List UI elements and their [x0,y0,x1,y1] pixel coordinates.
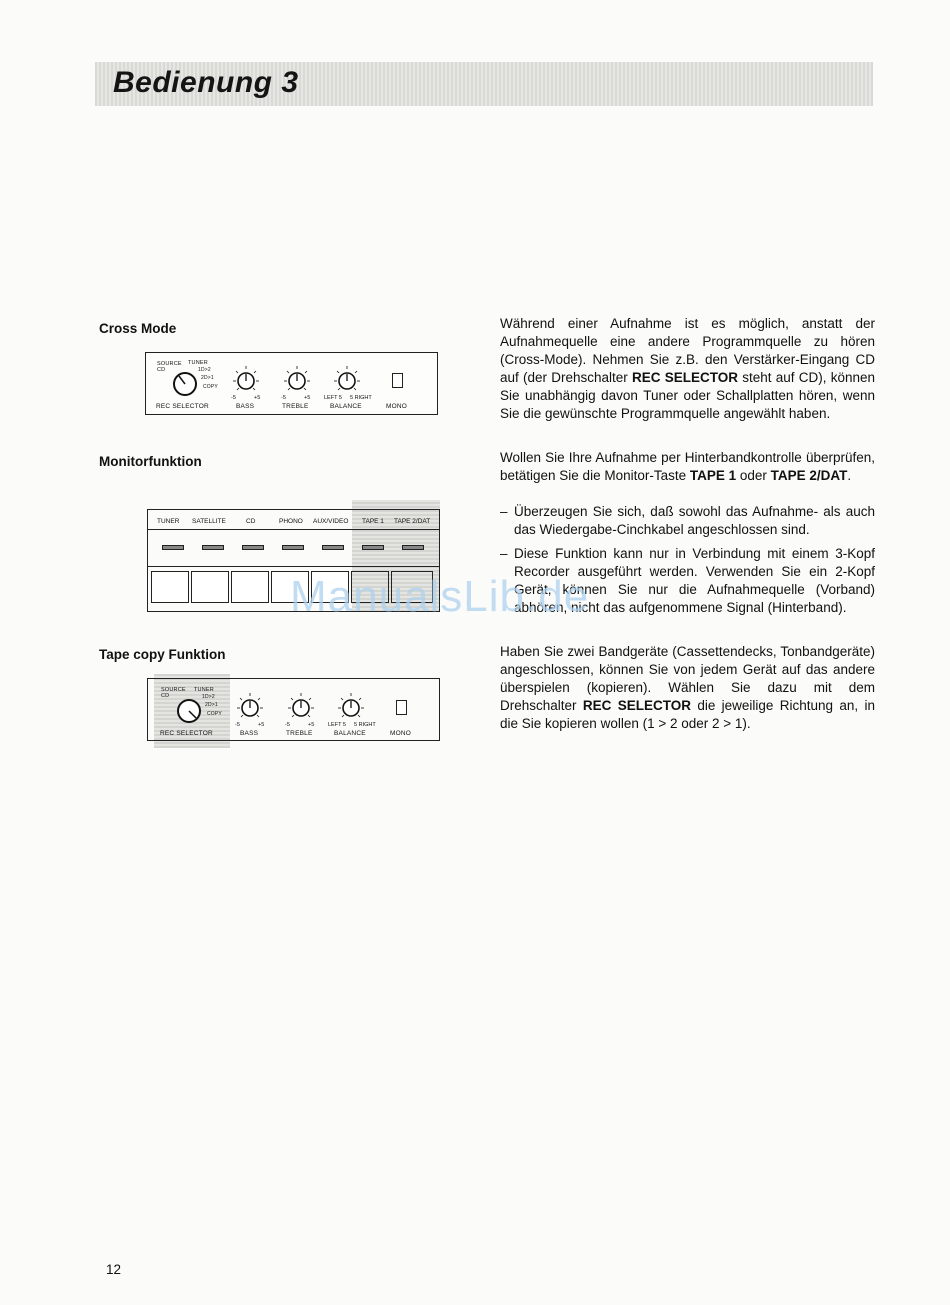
one-to-two-label: 1D>2 [202,694,215,700]
label-tape2-dat: TAPE 2/DAT [394,518,431,525]
bass-max: +5 [254,395,261,401]
rec-selector-knob[interactable] [170,369,200,399]
cross-mode-heading: Cross Mode [99,321,177,336]
monitor-intro: Wollen Sie Ihre Aufnahme per Hinterbandkontrolle überprüfen, betätigen Sie die Monitor-Taste TAPE 1 oder TAPE 2/DAT. [500,450,875,483]
one-to-two-label: 1D>2 [198,367,211,373]
page-number: 12 [106,1262,122,1277]
led-cd [242,545,264,550]
bass-min: -5 [235,722,240,728]
bass-label: BASS [236,403,255,410]
satellite-button[interactable] [191,571,229,603]
treble-max: +5 [304,395,311,401]
monitor-heading: Monitorfunktion [99,454,202,469]
bass-label: BASS [240,730,259,737]
bass-max: +5 [258,722,265,728]
treble-min: -5 [285,722,290,728]
treble-knob[interactable] [283,365,311,395]
panel-divider [148,566,439,567]
rec-selector-knob[interactable] [174,696,204,726]
led-tape1 [362,545,384,550]
label-satellite: SATELLITE [192,518,226,525]
tape-copy-heading: Tape copy Funktion [99,647,226,662]
two-to-one-label: 2D>1 [201,375,214,381]
rec-panel-tape-copy [147,678,440,741]
balance-left: LEFT 5 [324,395,342,401]
mono-label: MONO [390,730,412,737]
cd-label: CD [157,367,166,373]
treble-label: TREBLE [282,403,309,410]
led-satellite [202,545,224,550]
balance-label: BALANCE [330,403,362,410]
copy-label: COPY [203,384,218,390]
balance-right: 5 RIGHT [354,722,376,728]
tuner-label: TUNER [194,687,214,693]
mono-label: MONO [386,403,408,410]
cross-mode-paragraph: Während einer Aufnahme ist es möglich, anstatt der Aufnahmequelle eine andere Programmquelle zu hören (Cross-Mode). Nehmen Sie z.B. den Verstärker-Eingang CD auf (der Drehschalter REC SELECTOR steht auf CD), können Sie unabhängig davon Tuner oder Schallplatten hören, wenn Sie die gewünschte Programmquelle angewählt haben. [500,316,875,421]
label-tape1: TAPE 1 [362,518,384,525]
led-tape2-dat [402,545,424,550]
label-cd: CD [246,518,256,525]
monitor-bullet-2: – Diese Funktion kann nur in Verbindung mit einem 3-Kopf Recorder ausgeführt werden. Verwenden Sie ein 2-Kopf Gerät, können Sie nur die Aufnahmequelle (Vorband) abhören, nicht das aufgenommene Signal (Hinterband). [500,546,875,615]
bass-knob[interactable] [236,692,264,722]
rec-selector-label: REC SELECTOR [156,403,209,410]
balance-right: 5 RIGHT [350,395,372,401]
tuner-label: TUNER [188,360,208,366]
led-aux-video [322,545,344,550]
treble-max: +5 [308,722,315,728]
balance-knob[interactable] [333,365,361,395]
tuner-button[interactable] [151,571,189,603]
rec-selector-label: REC SELECTOR [160,730,213,737]
balance-label: BALANCE [334,730,366,737]
source-label: SOURCE [157,361,182,367]
balance-left: LEFT 5 [328,722,346,728]
label-aux-video: AUX/VIDEO [313,518,349,525]
monitor-bullet-1: – Überzeugen Sie sich, daß sowohl das Aufnahme- als auch das Wiedergabe-Cinchkabel angeschlossen sind. [500,504,875,537]
bass-knob[interactable] [232,365,260,395]
mono-button[interactable] [396,700,407,715]
cd-label: CD [161,693,170,699]
led-tuner [162,545,184,550]
label-tuner: TUNER [157,518,180,525]
watermark: ManualsLib.de [290,572,590,621]
mono-button[interactable] [392,373,403,388]
panel-divider [148,529,439,530]
bass-min: -5 [231,395,236,401]
treble-label: TREBLE [286,730,313,737]
cd-button[interactable] [231,571,269,603]
led-phono [282,545,304,550]
treble-min: -5 [281,395,286,401]
balance-knob[interactable] [337,692,365,722]
two-to-one-label: 2D>1 [205,702,218,708]
tape-copy-paragraph: Haben Sie zwei Bandgeräte (Cassettendecks, Tonbandgeräte) angeschlossen, können Sie von jedem Gerät auf das andere überspielen (kopieren). Wählen Sie dazu mit dem Drehschalter REC SELECTOR die jeweilige Richtung an, in die Sie kopieren wollen (1 > 2 oder 2 > 1). [500,644,876,731]
copy-label: COPY [207,711,222,717]
treble-knob[interactable] [287,692,315,722]
page-title: Bedienung 3 [113,66,299,99]
source-label: SOURCE [161,687,186,693]
rec-panel-cross-mode [145,352,438,415]
label-phono: PHONO [279,518,303,525]
